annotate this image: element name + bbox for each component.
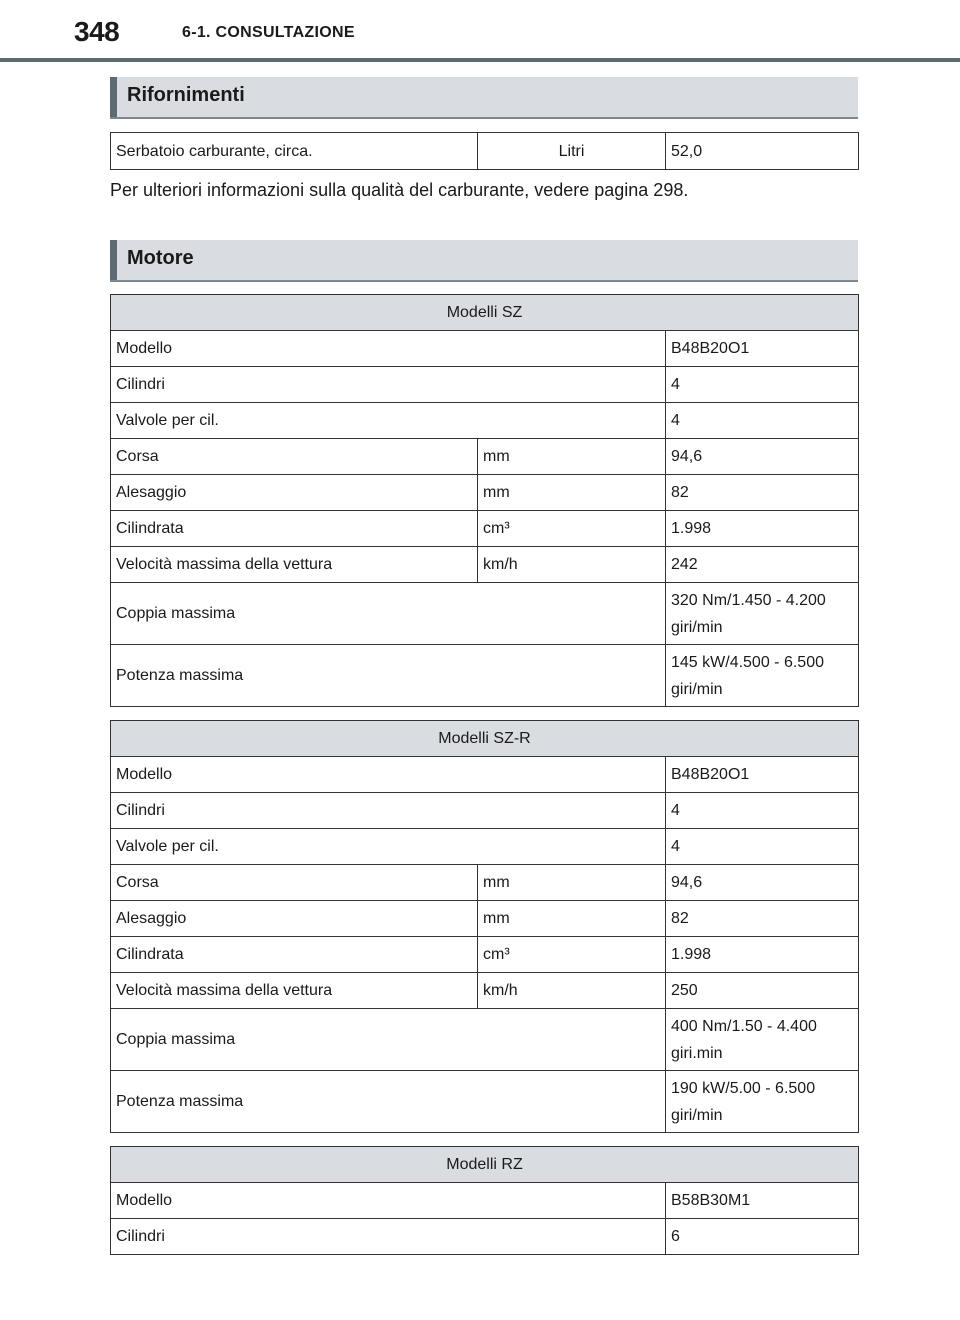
section-title: 6-1. CONSULTAZIONE: [182, 24, 355, 41]
row-value: 400 Nm/1.50 - 4.400: [671, 1017, 817, 1035]
table-row: [111, 547, 859, 583]
table-group-header: [111, 721, 859, 757]
row-value: B48B20O1: [666, 757, 859, 793]
row-label: Corsa: [111, 865, 478, 901]
table-row: [111, 1071, 859, 1133]
table-row: [111, 1183, 859, 1219]
table-row: [111, 331, 859, 367]
row-value: 250: [666, 973, 859, 1009]
row-value: 4: [666, 367, 859, 403]
table-row: [111, 475, 859, 511]
row-label: Modello: [111, 1183, 666, 1219]
row-label: Cilindrata: [111, 511, 478, 547]
row-value-cell: [666, 1071, 859, 1133]
row-label: Serbatoio carburante, circa.: [111, 133, 478, 170]
row-value-unit: giri.min: [671, 1044, 723, 1062]
table-row: [111, 865, 859, 901]
row-label: Valvole per cil.: [111, 403, 666, 439]
row-label: Cilindri: [111, 367, 666, 403]
row-value: 94,6: [666, 439, 859, 475]
row-label: Valvole per cil.: [111, 829, 666, 865]
row-label: Cilindri: [111, 793, 666, 829]
row-unit: cm³: [478, 511, 666, 547]
row-label: Velocità massima della vettura: [111, 547, 478, 583]
table-group-header: [111, 295, 859, 331]
refuel-heading: [110, 77, 858, 119]
row-value: 320 Nm/1.450 - 4.200: [671, 591, 826, 609]
table-group-header: [111, 1147, 859, 1183]
row-value: B58B30M1: [666, 1183, 859, 1219]
engine-heading-text: Motore: [127, 247, 194, 269]
szr-engine-table: [110, 720, 859, 1133]
table-row: [111, 583, 859, 645]
row-value-cell: [666, 1009, 859, 1071]
table-row: [111, 133, 859, 170]
row-label: Modello: [111, 757, 666, 793]
table-row: [111, 403, 859, 439]
table-row: [111, 937, 859, 973]
page-header: [0, 0, 960, 62]
table-row: [111, 367, 859, 403]
row-label: Coppia massima: [111, 583, 666, 645]
row-label: Coppia massima: [111, 1009, 666, 1071]
page-number: 348: [74, 16, 120, 47]
table-row: [111, 1009, 859, 1071]
row-value: 52,0: [666, 133, 859, 170]
table-row: [111, 1219, 859, 1255]
row-value: 190 kW/5.00 - 6.500: [671, 1079, 816, 1097]
heading-accent: [110, 240, 117, 280]
row-label: Velocità massima della vettura: [111, 973, 478, 1009]
table-row: [111, 793, 859, 829]
table-row: [111, 439, 859, 475]
row-value: 82: [666, 901, 859, 937]
header-rule: [0, 58, 960, 62]
row-value-unit: giri/min: [671, 1106, 723, 1124]
row-label: Alesaggio: [111, 901, 478, 937]
row-unit: mm: [478, 475, 666, 511]
sz-engine-table: [110, 294, 859, 707]
row-value: 4: [666, 403, 859, 439]
refuel-heading-text: Rifornimenti: [127, 84, 245, 106]
table-row: [111, 829, 859, 865]
row-unit: km/h: [478, 547, 666, 583]
fuel-quality-note: Per ulteriori informazioni sulla qualità del carburante, vedere pagina 298.: [110, 180, 689, 200]
row-value-unit: giri/min: [671, 680, 723, 698]
row-value: 94,6: [666, 865, 859, 901]
refuel-table: [110, 132, 859, 170]
heading-accent: [110, 77, 117, 117]
engine-heading: [110, 240, 858, 282]
row-value: 4: [666, 829, 859, 865]
row-unit: mm: [478, 901, 666, 937]
rz-engine-table: [110, 1146, 859, 1255]
row-value: 1.998: [666, 511, 859, 547]
table-row: [111, 645, 859, 707]
row-unit: mm: [478, 439, 666, 475]
row-label: Potenza massima: [111, 1071, 666, 1133]
row-value: 1.998: [666, 937, 859, 973]
group-title: Modelli SZ-R: [111, 721, 859, 757]
table-row: [111, 511, 859, 547]
row-label: Cilindrata: [111, 937, 478, 973]
row-unit: Litri: [478, 133, 666, 170]
table-row: [111, 901, 859, 937]
table-row: [111, 973, 859, 1009]
row-value: B48B20O1: [666, 331, 859, 367]
row-label: Corsa: [111, 439, 478, 475]
row-value: 242: [666, 547, 859, 583]
row-unit: cm³: [478, 937, 666, 973]
row-value: 82: [666, 475, 859, 511]
row-value: 6: [666, 1219, 859, 1255]
row-unit: mm: [478, 865, 666, 901]
row-value: 145 kW/4.500 - 6.500: [671, 653, 824, 671]
group-title: Modelli SZ: [111, 295, 859, 331]
row-value-unit: giri/min: [671, 618, 723, 636]
row-label: Cilindri: [111, 1219, 666, 1255]
group-title: Modelli RZ: [111, 1147, 859, 1183]
row-value-cell: [666, 645, 859, 707]
row-label: Alesaggio: [111, 475, 478, 511]
row-value-cell: [666, 583, 859, 645]
row-label: Potenza massima: [111, 645, 666, 707]
table-row: [111, 757, 859, 793]
row-unit: km/h: [478, 973, 666, 1009]
row-label: Modello: [111, 331, 666, 367]
row-value: 4: [666, 793, 859, 829]
